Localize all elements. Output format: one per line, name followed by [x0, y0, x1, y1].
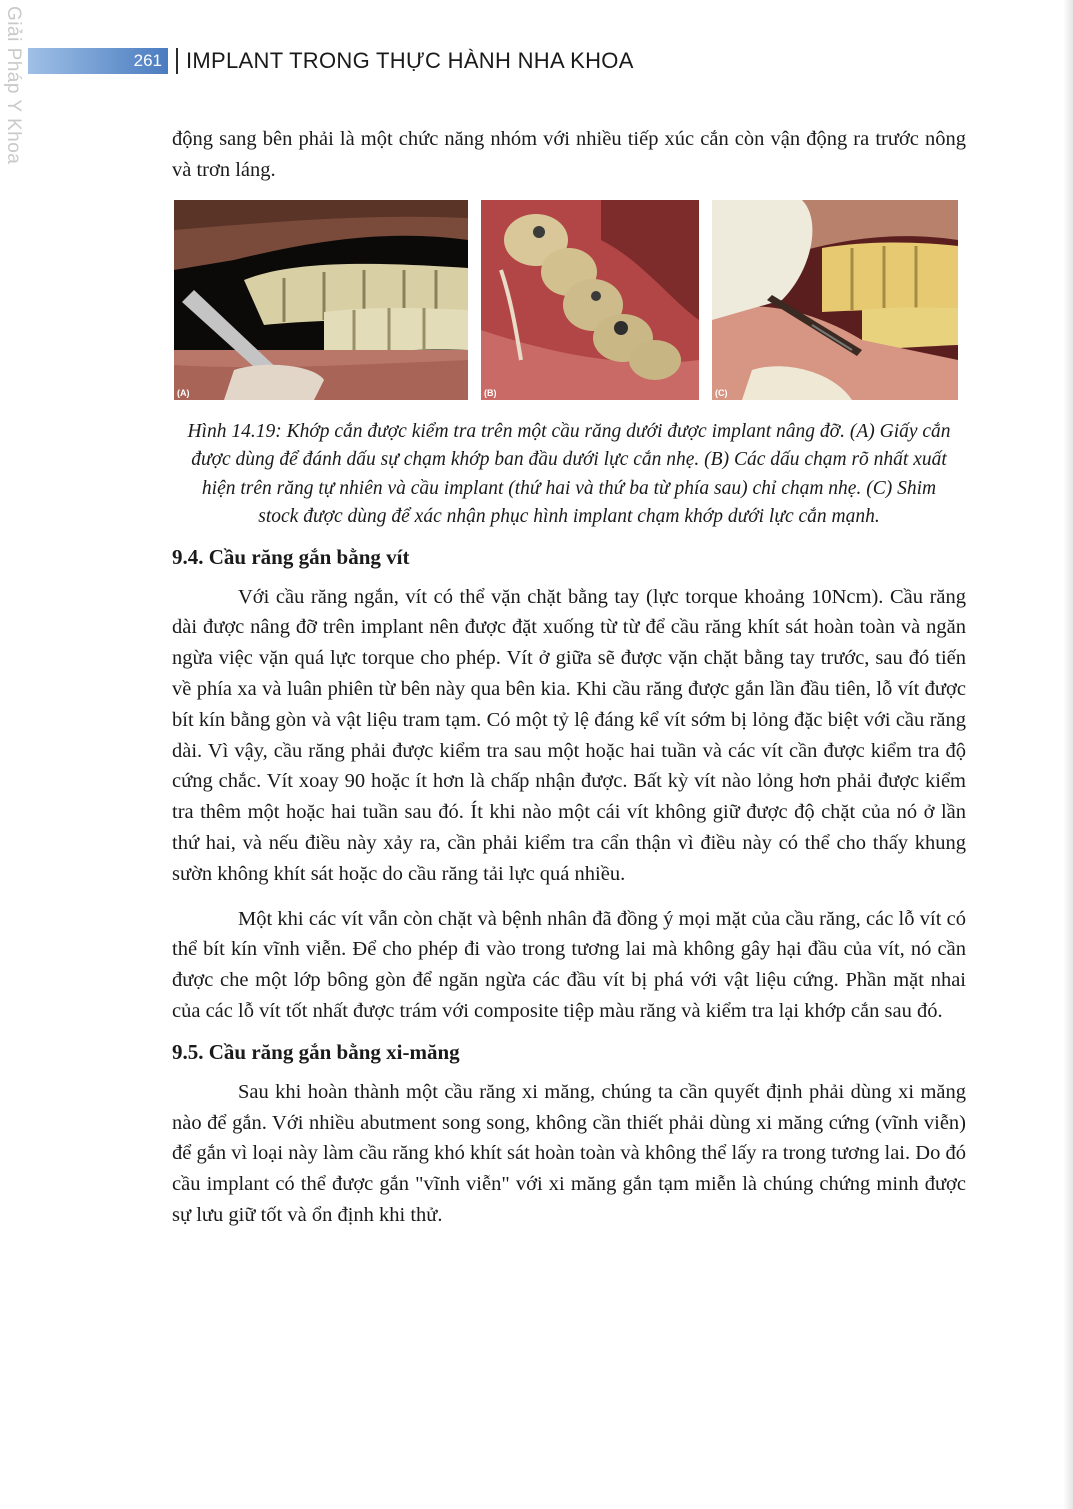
- photo-a: [174, 200, 468, 400]
- photo-c-image: [712, 200, 958, 400]
- header-divider: [176, 48, 178, 74]
- side-watermark: Giải Pháp Y Khoa: [3, 6, 24, 165]
- figure-14-19: [172, 200, 966, 400]
- intro-paragraph: động sang bên phải là một chức năng nhóm với nhiều tiếp xúc cắn còn vận động ra trước nông và trơn láng.: [172, 128, 966, 181]
- photo-a-label: (A): [177, 387, 190, 398]
- section-9-5-paragraph-1: Sau khi hoàn thành một cầu răng xi măng, chúng ta cần quyết định phải dùng xi măng nào để gắn. Với nhiều abutment song song, không cần thiết phải dùng xi măng cứng (vĩnh viễn) để gắn vì loại này làm cầu răng khó khít sát hoàn toàn và không thể lấy ra trong tương lai. Do đó cầu implant có thể được gắn "vĩnh viễn" với xi măng gắn tạm miễn là chúng chứng minh được sự lưu giữ tốt và ổn định khi thử.: [172, 1080, 966, 1226]
- photo-b: [481, 200, 699, 400]
- page-edge-shadow: [1063, 0, 1073, 1509]
- section-9-4-paragraph-1: Với cầu răng ngắn, vít có thể vặn chặt bằng tay (lực torque khoảng 10Ncm). Cầu răng dài được nâng đỡ trên implant nên được đặt xuống từ từ để cầu răng khít sát hoàn toàn và ngăn ngừa việc vặn quá lực torque cho phép. Vít ở giữa sẽ được vặn chặt bằng tay trước, sau đó tiến về phía xa và luân phiên từ bên này qua bên kia. Khi cầu răng được gắn lần đầu tiên, lỗ vít được bít kín bằng gòn và vật liệu tram tạm. Có một tỷ lệ đáng kể vít sớm bị lỏng đặc biệt với cầu răng dài. Vì vậy, cầu răng phải được kiểm tra sau một hoặc hai tuần và các vít cần được kiểm tra độ cứng chắc. Vít xoay 90 hoặc ít hơn là chấp nhận được. Bất kỳ vít nào lỏng hơn phải được kiểm tra thêm một hoặc hai tuần sau đó. Ít khi nào một cái vít không giữ được độ chặt của nó ở lần thứ hai, và nếu điều này xảy ra, cần phải kiểm tra cẩn thận vì điều này có thể cho thấy khung sườn không khít sát hoặc do cầu răng tải lực quá nhiều.: [172, 585, 966, 885]
- page-content: [172, 124, 966, 1231]
- page-number: 261: [133, 51, 162, 70]
- photo-a-image: [174, 200, 468, 400]
- section-9-4-paragraph-2: Một khi các vít vẫn còn chặt và bệnh nhân đã đồng ý mọi mặt của cầu răng, các lỗ vít có thể bít kín vĩnh viễn. Để cho phép đi vào trong tương lai mà không gây hại đầu của vít, nó cần được che một lớp bông gòn để ngăn ngừa các đầu vít bị phá với vật liệu cứng. Phần mặt nhai của các lỗ vít tốt nhất được trám với composite tiệp màu răng và kiểm tra lại khớp cắn sau đó.: [172, 907, 966, 1022]
- photo-b-label: (B): [484, 387, 497, 398]
- figure-caption: Hình 14.19: Khớp cắn được kiểm tra trên một cầu răng dưới được implant nâng đỡ. (A) Giấy cắn được dùng để đánh dấu sự chạm khớp ban đầu dưới lực cắn nhẹ. (B) Các dấu chạm rõ nhất xuất hiện trên răng tự nhiên và cầu implant (thứ hai và thứ ba từ phía sau) chỉ chạm nhẹ. (C) Shim stock được dùng để xác nhận phục hình implant chạm khớp dưới lực cắn mạnh.: [187, 420, 951, 528]
- photo-c: [712, 200, 958, 400]
- paragraph-gap: [172, 890, 966, 904]
- photo-c-label: (C): [715, 387, 728, 398]
- photo-b-image: [481, 200, 699, 400]
- running-title: IMPLANT TRONG THỰC HÀNH NHA KHOA: [186, 48, 634, 73]
- section-title-9-5: 9.5. Cầu răng gắn bằng xi-măng: [172, 1039, 460, 1064]
- section-title-9-4: 9.4. Cầu răng gắn bằng vít: [172, 544, 410, 569]
- page-header: [0, 44, 1073, 74]
